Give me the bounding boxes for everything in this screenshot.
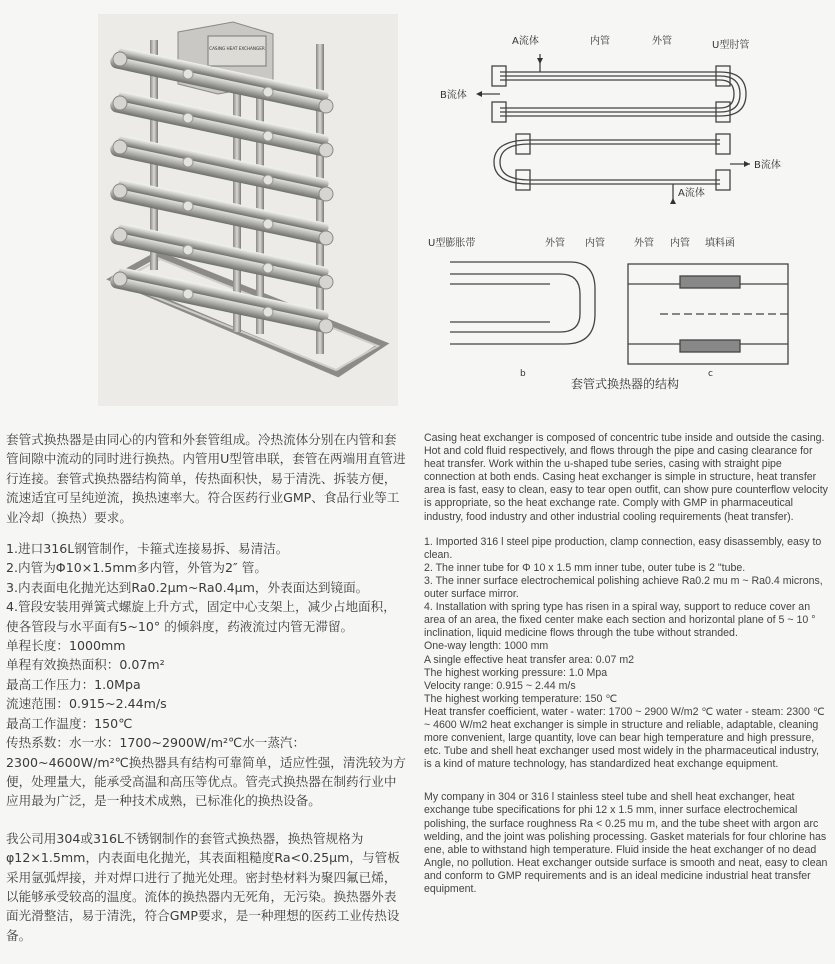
cn-feature-1: 1.进口316L钢管制作，卡箍式连接易拆、易清洁。 (6, 541, 289, 557)
en-spec-velocity: Velocity range: 0.915 ~ 2.44 m/s (424, 679, 576, 692)
heat-exchanger-illustration (98, 14, 398, 406)
en-feature-2: 2. The inner tube for Φ 10 x 1.5 mm inner tube, outer tube is 2 "tube. (424, 561, 746, 574)
structure-diagrams (420, 14, 830, 410)
en-spec-coefficient: Heat transfer coefficient, water - water: 1700 ~ 2900 W/m2 ℃ water - steam: 2300 ℃ ~ 4600 W/m2 heat exchanger is simple in structure and reliable, adaptable, cleaning more convenient, large quantity, love can bear high temperature and high pressure, etc. Tube and shell heat exchanger used most widely in the pharmaceutical industry, is a kind of mature technology, has standardized heat exchange equipment. (424, 705, 825, 771)
inner-tube-label-c: 内管 (670, 238, 690, 249)
en-spec-pressure: The highest working pressure: 1.0 Mpa (424, 666, 608, 679)
cn-spec-pressure: 最高工作压力：1.0Mpa (6, 676, 141, 692)
cn-spec-coefficient: 传热系数：水一水：1700~2900W/m²℃水一蒸汽：2300~4600W/m²℃换热器具有结构可靠简单，适应性强，清洗较为方便，处理量大，能承受高温和高压等优点。管壳式换热器在制药行业中应用最为广泛，是一种技术成熟，已标准化的换热设备。 (6, 735, 406, 809)
cn-company: 我公司用304或316L不锈钢制作的套管式换热器，换热管规格为φ12×1.5mm，内表面电化抛光，其表面粗糙度Ra<0.25μm，与管板采用氩弧焊接，并对焊口进行了抛光处理。密封垫材料为聚四氟已烯，以能够承受较高的温度。流体的换热器内无死角，无污染。换热器外表面光滑整洁，易于清洗，符合GMP要求，是一种理想的医药工业传热设备。 (6, 830, 400, 943)
cn-spec-temperature: 最高工作温度：150℃ (6, 715, 133, 731)
en-spec-list (424, 640, 829, 771)
b-flow-label-right: B流体 (754, 160, 781, 171)
structure-drawing (420, 14, 830, 410)
cn-feature-4: 4.管段安装用弹簧式螺旋上升方式，固定中心支架上，减少占地面积，使各管段与水平面有5~10° 的倾斜度，药液流过内管无滞留。 (6, 599, 396, 634)
outer-tube-label-top: 外管 (652, 36, 672, 47)
u-elbow-label: U型肘管 (712, 40, 750, 51)
en-feature-4: 4. Installation with spring type has risen in a spiral way, support to reduce cover an area of an area, the fixed center make each section and horizontal plane of 5 ~ 10 ° inclination, liquid medicine flows through the tube without stranded. (424, 601, 816, 640)
b-flow-label-left: B流体 (440, 90, 467, 101)
figure-c-label: c (708, 369, 713, 379)
cn-spec-area: 单程有效换热面积：0.07m² (6, 657, 165, 673)
packing-box-label: 填料函 (705, 238, 735, 249)
nameplate-text: CASING HEAT EXCHANGER (209, 46, 265, 51)
en-feature-3: 3. The inner surface electrochemical polishing achieve Ra0.2 mu m ~ Ra0.4 microns, outer surface mirror. (424, 574, 823, 601)
diagram-caption: 套管式换热器的结构 (570, 377, 680, 391)
a-flow-label-top: A流体 (512, 36, 539, 47)
cn-feature-list (6, 539, 408, 636)
cn-feature-2: 2.内管为Φ10×1.5mm多内管，外管为2″ 管。 (6, 560, 267, 576)
en-spec-length: One-way length: 1000 mm (424, 640, 549, 653)
en-company: My company in 304 or 316 l stainless steel tube and shell heat exchanger, heat exchange tube specifications for phi 12 x 1.5 mm, inner surface electrochemical polishing, the surface roughness Ra < 0.25 mu m, and the tube sheet with argon arc welding, and the joint was polishing processing. Gasket materials for four chlorine has ene, able to withstand high temperature. Fluid inside the heat exchanger of no dead Angle, no pollution. Heat exchanger outside surface is smooth and neat, easy to clean and conform to GMP requirements and is an ideal medicine industrial heat transfer equipment. (424, 791, 828, 895)
product-photo (98, 14, 398, 406)
cn-feature-3: 3.内表面电化抛光达到Ra0.2μm~Ra0.4μm，外表面达到镜面。 (6, 579, 369, 595)
outer-tube-label-b: 外管 (545, 238, 565, 249)
en-feature-1: 1. Imported 316 l steel pipe production, clamp connection, easy disassembly, easy to clean. (424, 535, 822, 561)
figure-b-label: b (520, 369, 526, 379)
a-flow-label-bottom: A流体 (678, 188, 705, 199)
inner-tube-label-b: 内管 (585, 238, 605, 249)
en-spec-temperature: The highest working temperature: 150 ℃ (424, 692, 618, 705)
english-text-column (424, 432, 829, 960)
en-feature-list (424, 536, 829, 641)
chinese-text-column (6, 430, 408, 960)
u-expansion-label: U型膨胀带 (428, 238, 476, 249)
outer-tube-label-c: 外管 (634, 238, 654, 249)
tube-bundle (109, 47, 333, 334)
en-intro: Casing heat exchanger is composed of concentric tube inside and outside the casing. Hot and cold fluid respectively, and flows through the pipe and casing clearance for heat transfer. Work within the u-shaped tube series, casing with straight pipe connection at both ends. Casing heat exchanger is simple in structure, heat transfer area is fast, easy to clean, easy to tear open outfit, can show pure counterflow velocity is appropriate, so the heat exchange rate. Comply with GMP in pharmaceutical industry, food industry and other industrial cooling requirements (heat transfer). (424, 432, 828, 523)
cn-intro: 套管式换热器是由同心的内管和外套管组成。冷热流体分别在内管和套管间隙中流动的同时进行换热。内管用U型管串联，套管在两端用直管进行连接。套管式换热器结构简单，传热面积快，易于清洗、拆装方便，流速适宜可呈纯逆流，换热速率大。符合医药行业GMP、食品行业等工业冷却（换热）要求。 (6, 432, 406, 525)
cn-spec-velocity: 流速范围：0.915~2.44m/s (6, 696, 167, 712)
cn-spec-length: 单程长度：1000mm (6, 638, 126, 654)
inner-tube-label-top: 内管 (590, 36, 610, 47)
cn-spec-list (6, 636, 408, 811)
en-spec-area: A single effective heat transfer area: 0.07 m2 (424, 653, 635, 666)
